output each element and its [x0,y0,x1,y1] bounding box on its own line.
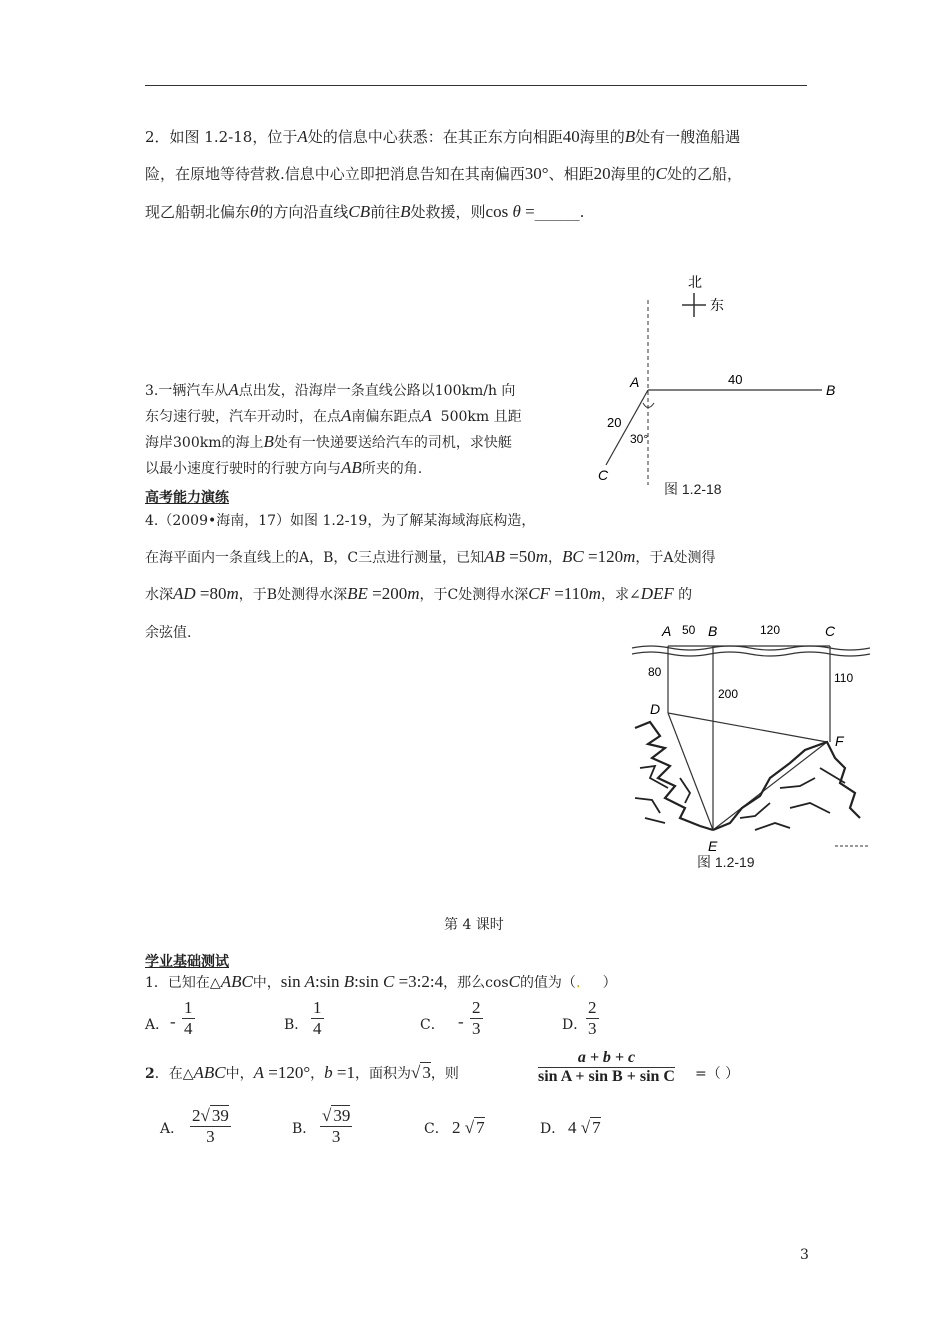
q1b-option-d-num: 2 [588,998,597,1017]
q1b-option-b-label: B． [284,1017,309,1033]
q2b-frac-den: sin A + sin B + sin C [538,1068,675,1085]
q1b-option-d-fraction [586,998,599,1039]
fig18-c-label: C [598,467,609,483]
fig18-ab-dist: 40 [728,372,743,387]
q2b-option-b-fraction: $\frac{√ 39}{3}$ [322,1106,351,1146]
q3-line1: 3.一辆汽车从A点出发，沿海岸一条直线公路以100km/h 向 [145,380,516,399]
q1b-option-b-fraction [311,998,324,1039]
q2b-option-c-label: C． [424,1121,449,1137]
figure-1-2-19 [630,618,875,858]
section-basic: 学业基础测试 [145,954,229,970]
figure-1-2-18 [590,270,850,500]
fig19-ad-value: 80 [648,665,662,679]
q1b-option-c-fraction [470,998,483,1039]
fig19-d-label: D [650,701,661,717]
q3-line3: 海岸300km的海上B处有一快递要送给汽车的司机，求快艇 [145,432,512,451]
fig18-caption: 图 1.2-18 [664,481,722,497]
q1b-option-a-den: 4 [184,1019,193,1038]
fig19-e-label: E [708,838,718,854]
q1b-option-c-den: 3 [472,1019,481,1038]
q1b-option-d-label: D． [562,1017,588,1033]
fig19-be-value: 200 [718,687,739,701]
q2-line2: 险，在原地等待营救.信息中心立即把消息告知在其南偏西30°、相距20海里的C处的乙船， [145,164,742,183]
q1b-stem: 1．已知在△ABC中，sin A:sin B:sin C =3:2:4，那么cosC的值为（. ） [145,972,617,991]
q2-line3: 现乙船朝北偏东θ的方向沿直线CB前往B处救援，则cos θ =______. [145,202,585,221]
q2b-stem-post: =（ ） [695,1066,740,1082]
q2b-stem: 2．在△ABC中，A =120°，b =1，面积为√ 3，则 [145,1063,459,1082]
fig19-b-label: B [708,623,718,639]
q1b-option-a-sign: - [170,1012,176,1031]
fig19-f-label: F [835,733,844,749]
q1b-option-a-num: 1 [184,998,193,1017]
q2b-option-a-label: A． [160,1121,185,1137]
fig19-ab-value: 50 [682,623,696,637]
q4-line2: 在海平面内一条直线上的A，B，C三点进行测量，已知AB =50m，BC =120m，于A处测得 [145,547,716,566]
fig18-a-label: A [630,374,640,390]
q3-line4: 以最小速度行驶时的行驶方向与AB所夹的角. [145,458,423,477]
fig19-cf-value: 110 [834,671,854,685]
fig18-angle: 30° [630,432,649,446]
q2b-option-d-label: D． [540,1121,566,1137]
fig19-c-label: C [825,623,836,639]
q4-line3: 水深AD =80m，于B处测得水深BE =200m，于C处测得水深CF =110m，求∠DEF 的 [145,584,693,603]
q1b-option-d-den: 3 [588,1019,597,1038]
q1b-option-c-label: C． [420,1017,445,1033]
q4-line4: 余弦值. [145,625,192,641]
q1b-option-a-fraction [182,998,195,1039]
q2b-option-a-fraction: $\frac{2√ 39}{3}$ [192,1106,229,1146]
q1b-option-c-num: 2 [472,998,481,1017]
header-rule [145,85,807,86]
q2b-option-b-label: B． [292,1121,317,1137]
q2-line1: 2．如图 1.2-18，位于A处的信息中心获悉：在其正东方向相距40海里的B处有一艘渔船遇 [145,127,741,146]
q2b-frac-num: a + b + c [538,1049,675,1068]
fig18-north-label: 北 [688,274,702,290]
section-gaokao: 高考能力演练 [145,490,229,506]
q3-line2: 东匀速行驶，汽车开动时，在点A南偏东距点A 500km 且距 [145,406,522,425]
q2b-option-c-value: 2 √ 7 [452,1118,485,1137]
fig19-a-label: A [662,623,672,639]
q2b-option-d-value: 4 √ 7 [568,1118,601,1137]
fig19-bc-value: 120 [760,623,781,637]
page-number: 3 [800,1247,809,1263]
fig18-b-label: B [826,382,836,398]
q1b-option-b-den: 4 [313,1019,322,1038]
q4-line1: 4.（2009•海南，17）如图 1.2-19，为了解某海域海底构造， [145,513,536,529]
q1b-option-b-num: 1 [313,998,322,1017]
fig18-ac-dist: 20 [607,415,622,430]
q1b-option-c-sign: - [458,1012,464,1031]
lesson-title: 第 4 课时 [444,917,504,933]
q2b-fraction [538,1049,675,1086]
q1b-option-a-label: A． [145,1017,170,1033]
fig19-caption: 图 1.2-19 [697,854,755,870]
fig18-east-label: 东 [710,297,724,313]
